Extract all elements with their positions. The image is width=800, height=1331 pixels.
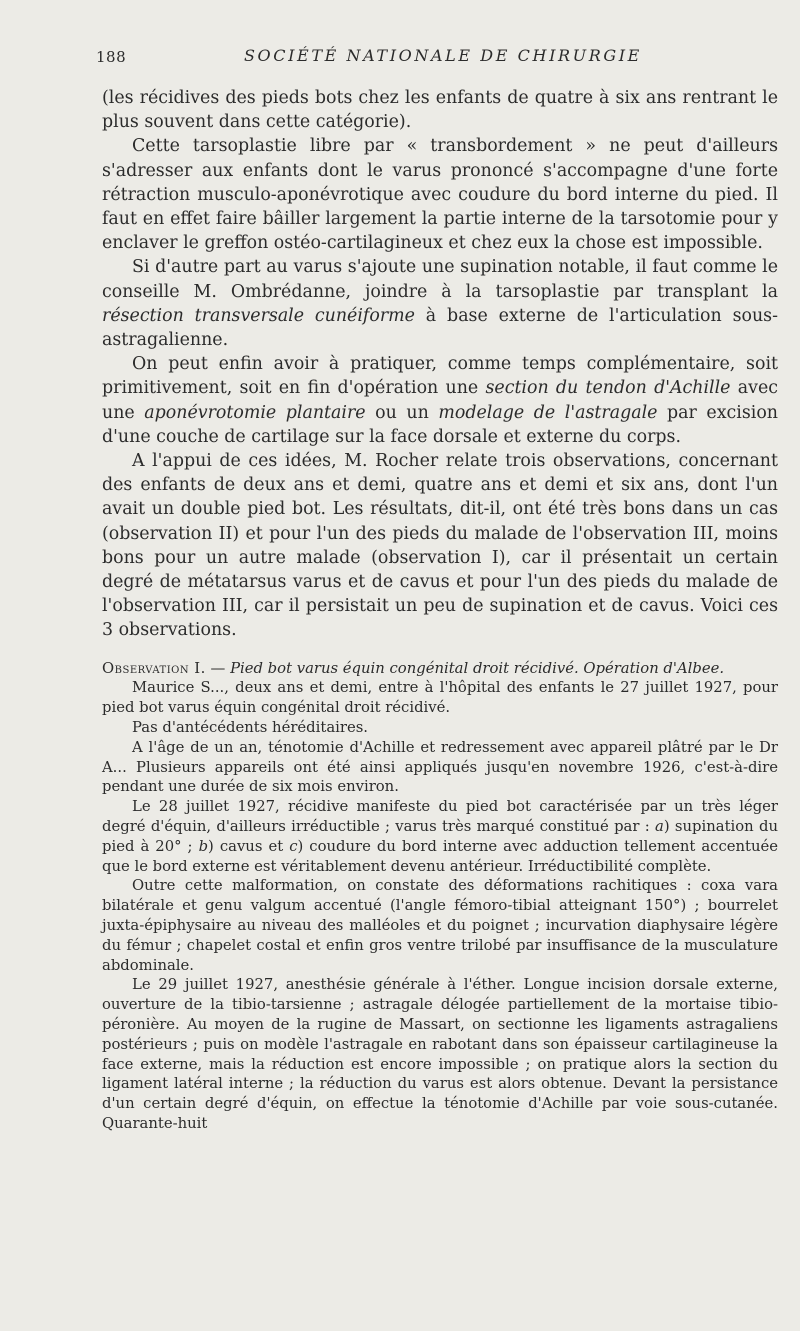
italic-term: modelage de l'astragale: [438, 402, 658, 423]
paragraph: A l'appui de ces idées, M. Rocher relate trois observations, concernant des enfants de deux ans et demi, quatre ans et demi et six ans, dont l'un avait un double pied bot. Les résultats, dit-il, ont été très bons dans un cas (observation II) et pour l'un des pieds du malade de l'observation III, moins bons pour un autre malade (observation I), car il présentait un certain degré de métatarsus varus et de cavus et pour l'un des pieds du malade de l'observation III, car il persistait un peu de supination et de cavus. Voici ces 3 observations.: [102, 451, 778, 641]
dash: —: [205, 659, 231, 677]
paragraph: [102, 255, 778, 352]
paragraph: [102, 797, 778, 876]
text-run: ) cavus et: [208, 837, 290, 855]
paragraph: Cette tarsoplastie libre par « transbordement » ne peut d'ailleurs s'adresser aux enfants dont le varus prononcé s'accompagne d'une forte rétraction musculo-aponévrotique avec coudure du bord interne du pied. Il faut en effet faire bâiller largement la partie interne de la tarsotomie pour y enclaver le greffon ostéo-cartilagineux et chez eux la chose est impossible.: [102, 136, 778, 254]
main-text: [102, 86, 778, 643]
paragraph: Maurice S..., deux ans et demi, entre à l'hôpital des enfants le 27 juillet 1927, pour pied bot varus équin congénital droit récidivé.: [102, 679, 778, 717]
text-run: par excision d'une couche de cartilage sur la face dorsale et externe du corps.: [102, 402, 778, 447]
text-run: avec une: [102, 378, 778, 423]
text-run: ) coudure du bord interne avec adduction tellement accentuée que le bord externe est véritablement devenu antérieur. Irréductibilité complète.: [102, 837, 779, 875]
observation-label: Observation I.: [102, 659, 206, 677]
text-run: ) supination du pied à 20° ;: [102, 818, 778, 855]
running-head: SOCIÉTÉ NATIONALE DE CHIRURGIE: [244, 46, 642, 65]
text-run: Le 28 juillet 1927, récidive manifeste du pied bot caractérisée par un très léger degré d'équin, d'ailleurs irréductible ; varus très marqué constitué par :: [102, 798, 778, 836]
italic-term: résection transversale cunéiforme: [102, 305, 415, 326]
observation-block: [102, 659, 778, 1134]
paragraph: Le 29 juillet 1927, anesthésie générale à l'éther. Longue incision dorsale externe, ouverture de la tibio-tarsienne ; astragale délogée partiellement de la mortaise tibio-péronière. Au moyen de la rugine de Massart, on sectionne les ligaments astragaliens postérieurs ; puis on modèle l'astragale en rabotant dans son épaisseur cartilagineuse la face externe, mais la réduction est encore impossible ; on pratique alors la section du ligament latéral interne ; la réduction du varus est alors obtenue. Devant la persistance d'un certain degré d'équin, on effectue la ténotomie d'Achille par voie sous-cutanée. Quarante-huit: [102, 976, 778, 1132]
page-header: [96, 46, 778, 72]
paragraph: Outre cette malformation, on constate des déformations rachitiques : coxa vara bilatérale et genu valgum accentué (l'angle fémoro-tibial atteignant 150°) ; bourrelet juxta-épiphysaire au niveau des malléoles et du poignet ; incurvation diaphysaire légère du fémur ; chapelet costal et enfin gros ventre trilobé par insuffisance de la musculature abdominale.: [102, 877, 778, 974]
paragraph: (les récidives des pieds bots chez les enfants de quatre à six ans rentrant le plus souvent dans cette catégorie).: [102, 88, 778, 133]
italic-term: section du tendon d'Achille: [485, 378, 731, 399]
text-run: On peut enfin avoir à pratiquer, comme temps complémentaire, soit primitivement, soit en fin d'opération une: [102, 354, 778, 399]
observation-title: Pied bot varus équin congénital droit récidivé. Opération d'Albee.: [230, 659, 725, 677]
text-run: ou un: [365, 402, 439, 423]
italic-letter: a: [655, 818, 664, 836]
observation-heading: [102, 659, 778, 679]
page-number: 188: [96, 48, 127, 66]
italic-letter: c: [289, 837, 298, 855]
text-run: Si d'autre part au varus s'ajoute une supination notable, il faut comme le conseille M. Ombrédanne, joindre à la tarsoplastie par transplant la: [102, 257, 778, 302]
paragraph: [102, 352, 778, 449]
italic-term: aponévrotomie plantaire: [144, 402, 366, 423]
paragraph: A l'âge de un an, ténotomie d'Achille et redressement avec appareil plâtré par le Dr A... Plusieurs appareils ont été ainsi appliqués jusqu'en novembre 1926, c'est-à-dire pendant une durée de six mois environ.: [102, 738, 778, 796]
italic-letter: b: [198, 837, 209, 855]
paragraph: Pas d'antécédents héréditaires.: [132, 719, 368, 737]
text-run: à base externe de l'articulation sous-astragalienne.: [102, 305, 778, 351]
